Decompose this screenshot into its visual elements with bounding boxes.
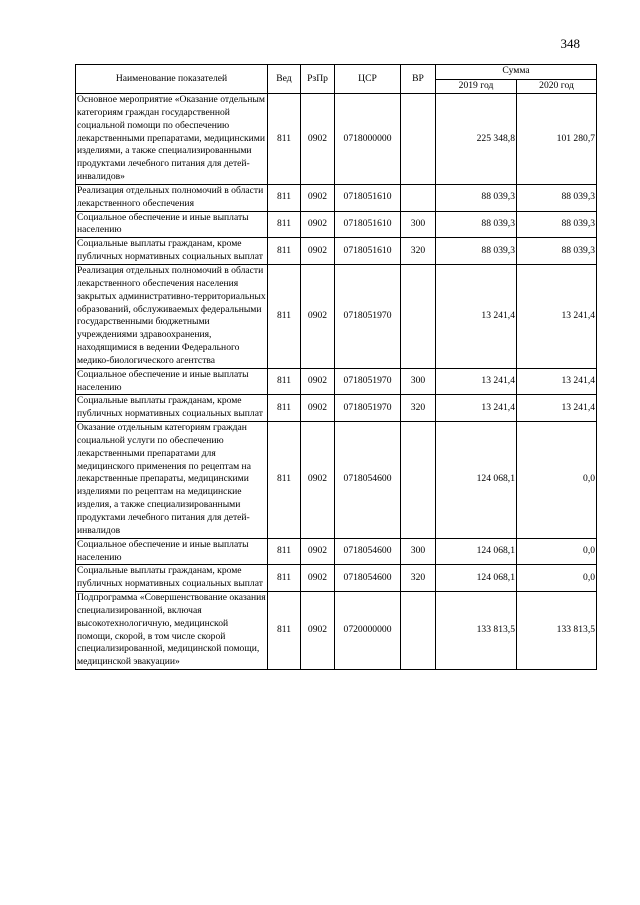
cell-vr: 320 <box>401 238 436 265</box>
cell-rzpr: 0902 <box>301 368 335 395</box>
cell-sum-2019: 88 039,3 <box>436 211 517 238</box>
cell-sum-2019: 124 068,1 <box>436 565 517 592</box>
cell-sum-2020: 0,0 <box>517 422 597 539</box>
cell-vr <box>401 592 436 670</box>
cell-ved: 811 <box>268 184 301 211</box>
page-number: 348 <box>560 36 580 51</box>
cell-csr: 0718051610 <box>335 238 401 265</box>
cell-name: Социальные выплаты гражданам, кроме публичных нормативных социальных выплат <box>76 395 268 422</box>
cell-csr: 0718051610 <box>335 211 401 238</box>
cell-sum-2020: 13 241,4 <box>517 368 597 395</box>
header-ved: Вед <box>268 65 301 94</box>
cell-ved: 811 <box>268 264 301 368</box>
cell-rzpr: 0902 <box>301 565 335 592</box>
cell-rzpr: 0902 <box>301 211 335 238</box>
cell-sum-2019: 13 241,4 <box>436 395 517 422</box>
cell-rzpr: 0902 <box>301 395 335 422</box>
table-row <box>76 538 597 565</box>
table-row <box>76 238 597 265</box>
cell-sum-2019: 88 039,3 <box>436 238 517 265</box>
cell-vr <box>401 94 436 185</box>
cell-rzpr: 0902 <box>301 184 335 211</box>
cell-rzpr: 0902 <box>301 422 335 539</box>
cell-ved: 811 <box>268 538 301 565</box>
table-row <box>76 565 597 592</box>
cell-sum-2020: 0,0 <box>517 538 597 565</box>
cell-csr: 0718000000 <box>335 94 401 185</box>
header-2019: 2019 год <box>436 79 517 94</box>
table-row <box>76 592 597 670</box>
cell-vr <box>401 184 436 211</box>
cell-sum-2020: 88 039,3 <box>517 184 597 211</box>
budget-table <box>75 64 597 670</box>
cell-ved: 811 <box>268 368 301 395</box>
cell-sum-2019: 133 813,5 <box>436 592 517 670</box>
table-body <box>76 94 597 670</box>
cell-ved: 811 <box>268 592 301 670</box>
cell-sum-2019: 88 039,3 <box>436 184 517 211</box>
cell-rzpr: 0902 <box>301 264 335 368</box>
cell-name: Социальные выплаты гражданам, кроме публичных нормативных социальных выплат <box>76 238 268 265</box>
cell-ved: 811 <box>268 395 301 422</box>
header-vr: ВР <box>401 65 436 94</box>
table-row <box>76 94 597 185</box>
header-rzpr: РзПр <box>301 65 335 94</box>
cell-sum-2020: 101 280,7 <box>517 94 597 185</box>
table-row <box>76 264 597 368</box>
table-header <box>76 65 597 94</box>
cell-ved: 811 <box>268 422 301 539</box>
cell-vr: 300 <box>401 211 436 238</box>
cell-name: Социальное обеспечение и иные выплаты населению <box>76 211 268 238</box>
cell-csr: 0718054600 <box>335 422 401 539</box>
cell-sum-2019: 225 348,8 <box>436 94 517 185</box>
cell-vr: 320 <box>401 395 436 422</box>
cell-name: Оказание отдельным категориям граждан социальной услуги по обеспечению лекарственными препаратами для медицинского применения по рецептам на лекарственные препараты, медицинскими изделиями по рецептам на медицинские изделия, а также специализированными продуктами лечебного питания для детей-инвалидов <box>76 422 268 539</box>
cell-name: Социальное обеспечение и иные выплаты населению <box>76 368 268 395</box>
table-row <box>76 368 597 395</box>
cell-csr: 0720000000 <box>335 592 401 670</box>
table-row <box>76 422 597 539</box>
cell-csr: 0718051970 <box>335 368 401 395</box>
cell-rzpr: 0902 <box>301 238 335 265</box>
header-sum: Сумма <box>436 65 597 80</box>
cell-rzpr: 0902 <box>301 94 335 185</box>
cell-csr: 0718051970 <box>335 264 401 368</box>
cell-sum-2019: 13 241,4 <box>436 368 517 395</box>
cell-vr: 320 <box>401 565 436 592</box>
cell-sum-2019: 13 241,4 <box>436 264 517 368</box>
cell-sum-2020: 88 039,3 <box>517 211 597 238</box>
cell-sum-2020: 0,0 <box>517 565 597 592</box>
cell-vr: 300 <box>401 538 436 565</box>
cell-sum-2020: 13 241,4 <box>517 264 597 368</box>
cell-name: Социальное обеспечение и иные выплаты населению <box>76 538 268 565</box>
cell-csr: 0718054600 <box>335 538 401 565</box>
cell-csr: 0718051970 <box>335 395 401 422</box>
cell-sum-2020: 13 241,4 <box>517 395 597 422</box>
cell-vr: 300 <box>401 368 436 395</box>
cell-sum-2020: 88 039,3 <box>517 238 597 265</box>
cell-name: Социальные выплаты гражданам, кроме публичных нормативных социальных выплат <box>76 565 268 592</box>
table-row <box>76 211 597 238</box>
cell-rzpr: 0902 <box>301 592 335 670</box>
cell-name: Реализация отдельных полномочий в области лекарственного обеспечения населения закрытых административно-территориальных образований, обслуживаемых федеральными государственными бюджетными учреждениями здравоохранения, находящимися в ведении Федерального медико-биологического агентства <box>76 264 268 368</box>
cell-name: Реализация отдельных полномочий в области лекарственного обеспечения <box>76 184 268 211</box>
cell-rzpr: 0902 <box>301 538 335 565</box>
cell-name: Подпрограмма «Совершенствование оказания специализированной, включая высокотехнологичную, медицинской помощи, скорой, в том числе скорой специализированной, медицинской помощи, медицинской эвакуации» <box>76 592 268 670</box>
cell-vr <box>401 422 436 539</box>
cell-ved: 811 <box>268 94 301 185</box>
cell-sum-2020: 133 813,5 <box>517 592 597 670</box>
cell-vr <box>401 264 436 368</box>
cell-ved: 811 <box>268 238 301 265</box>
header-2020: 2020 год <box>517 79 597 94</box>
header-csr: ЦСР <box>335 65 401 94</box>
cell-ved: 811 <box>268 211 301 238</box>
cell-ved: 811 <box>268 565 301 592</box>
cell-name: Основное мероприятие «Оказание отдельным категориям граждан государственной социальной помощи по обеспечению лекарственными препаратами, медицинскими изделиями, а также специализированными продуктами лечебного питания для детей-инвалидов» <box>76 94 268 185</box>
cell-sum-2019: 124 068,1 <box>436 538 517 565</box>
table-row <box>76 184 597 211</box>
cell-csr: 0718054600 <box>335 565 401 592</box>
header-name: Наименование показателей <box>76 65 268 94</box>
cell-csr: 0718051610 <box>335 184 401 211</box>
cell-sum-2019: 124 068,1 <box>436 422 517 539</box>
table-row <box>76 395 597 422</box>
